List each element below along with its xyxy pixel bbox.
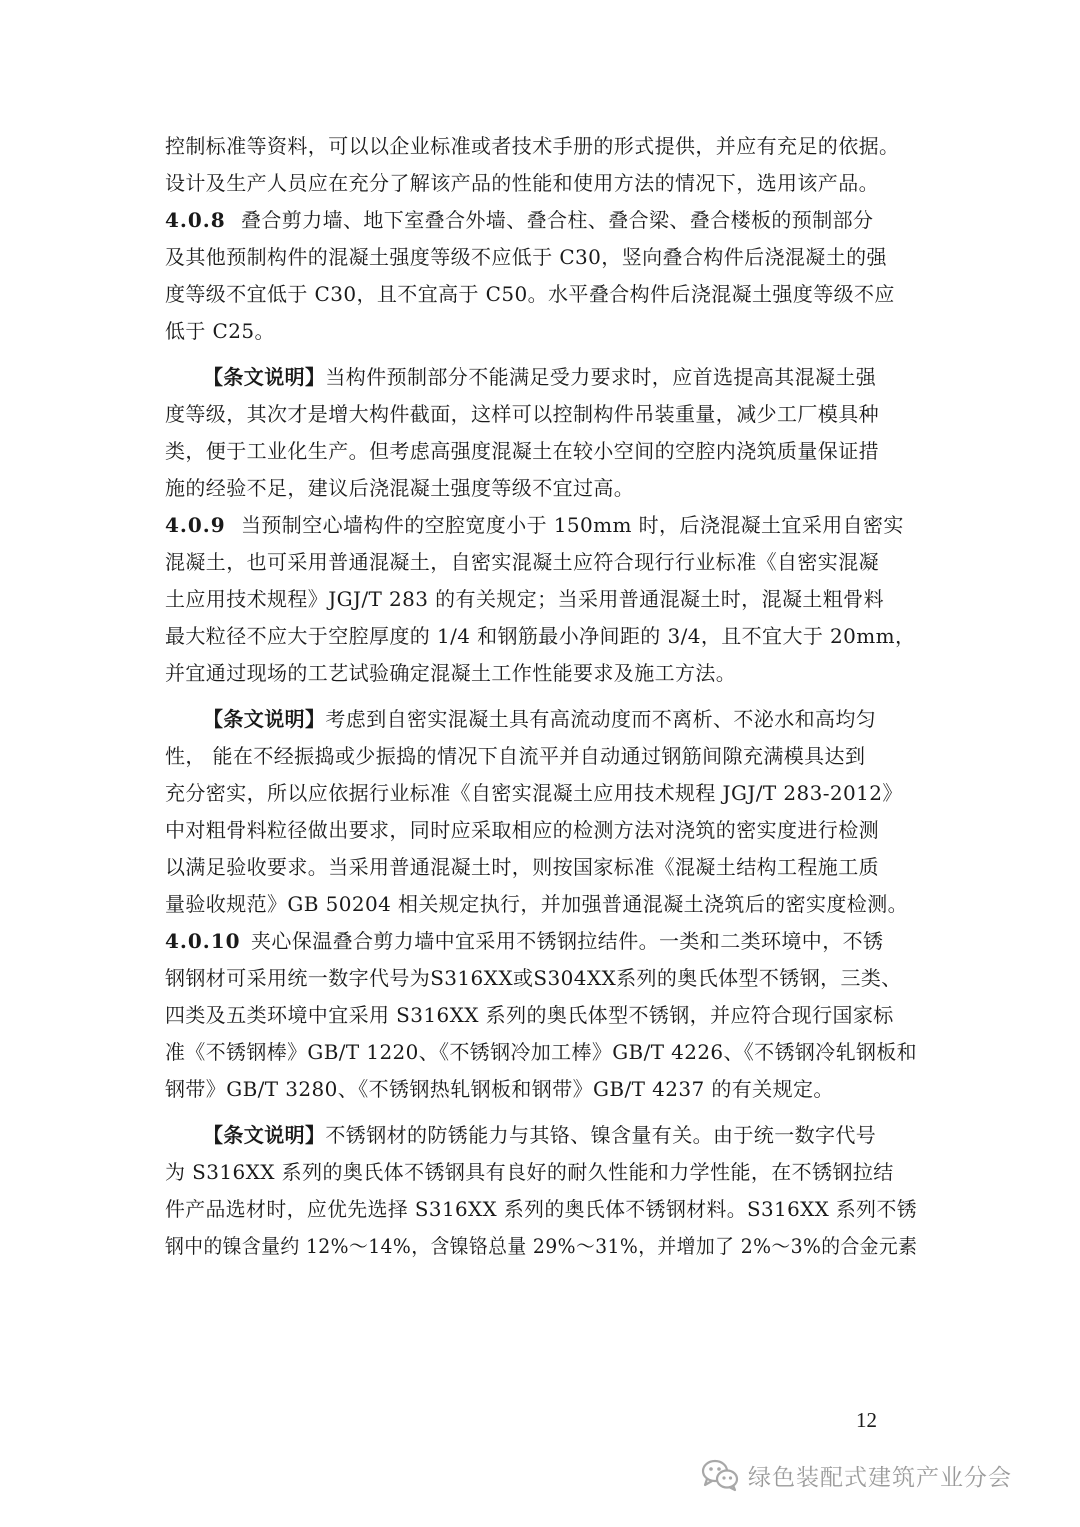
text-line: 最大粒径不应大于空腔厚度的 1/4 和钢筋最小净间距的 3/4，且不宜大于 20mm， (165, 624, 916, 648)
text-line: 四类及五类环境中宜采用 S316XX 系列的奥氏体型不锈钢，并应符合现行国家标 (165, 1003, 894, 1027)
text-line: 度等级不宜低于 C30，且不宜高于 C50。水平叠合构件后浇混凝土强度等级不应 (165, 282, 895, 306)
paragraph-gap (165, 350, 917, 359)
text-line: 及其他预制构件的混凝土强度等级不应低于 C30，竖向叠合构件后浇混凝土的强 (165, 245, 887, 269)
note-line (165, 1117, 917, 1154)
note-text: 考虑到自密实混凝土具有高流动度而不离析、不泌水和高均匀 (325, 707, 877, 731)
note-tag: 【条文说明】 (203, 365, 326, 389)
paragraph-gap (165, 1108, 917, 1117)
clause-number: 4.0.10 (165, 929, 241, 953)
text-line: 以满足验收要求。当采用普通混凝土时，则按国家标准《混凝土结构工程施工质 (165, 855, 879, 879)
text-line: 施的经验不足，建议后浇混凝土强度等级不宜过高。 (165, 476, 635, 500)
text-line: 设计及生产人员应在充分了解该产品的性能和使用方法的情况下，选用该产品。 (165, 171, 879, 195)
watermark (700, 1452, 1060, 1498)
text-line: 充分密实，所以应依据行业标准《自密实混凝土应用技术规程 JGJ/T 283-2012》 (165, 781, 903, 805)
note-tag: 【条文说明】 (203, 1123, 326, 1147)
text-line: 性， 能在不经振捣或少振捣的情况下自流平并自动通过钢筋间隙充满模具达到 (165, 744, 866, 768)
text-line: 钢钢材可采用统一数字代号为S316XX或S304XX系列的奥氏体型不锈钢，三类、 (165, 966, 902, 990)
clause-number: 4.0.8 (165, 208, 226, 232)
text-line: 准《不锈钢棒》GB/T 1220、《不锈钢冷加工棒》GB/T 4226、《不锈钢冷轧钢板和 (165, 1040, 917, 1064)
text-line: 土应用技术规程》JGJ/T 283 的有关规定；当采用普通混凝土时，混凝土粗骨料 (165, 587, 884, 611)
note-line (165, 701, 917, 738)
text-line: 并宜通过现场的工艺试验确定混凝土工作性能要求及施工方法。 (165, 661, 737, 685)
text-line: 度等级，其次才是增大构件截面，这样可以控制构件吊装重量，减少工厂模具种 (165, 402, 879, 426)
clause-text: 夹心保温叠合剪力墙中宜采用不锈钢拉结件。一类和二类环境中，不锈 (251, 929, 884, 953)
page-number: 12 (856, 1408, 877, 1432)
note-line (165, 359, 917, 396)
clause-number: 4.0.9 (165, 513, 226, 537)
clause-line (165, 507, 917, 544)
text-line: 中对粗骨料粒径做出要求，同时应采取相应的检测方法对浇筑的密实度进行检测 (165, 818, 879, 842)
text-line: 钢带》GB/T 3280、《不锈钢热轧钢板和钢带》GB/T 4237 的有关规定。 (165, 1077, 834, 1101)
watermark-text: 绿色装配式建筑产业分会 (748, 1464, 1012, 1491)
text-line: 量验收规范》GB 50204 相关规定执行，并加强普通混凝土浇筑后的密实度检测。 (165, 892, 909, 916)
clause-text: 叠合剪力墙、地下室叠合外墙、叠合柱、叠合梁、叠合楼板的预制部分 (241, 208, 874, 232)
clause-line (165, 202, 917, 239)
paragraph-gap (165, 692, 917, 701)
text-line: 件产品选材时，应优先选择 S316XX 系列的奥氏体不锈钢材料。S316XX 系列不锈 (165, 1197, 917, 1221)
note-tag: 【条文说明】 (203, 707, 326, 731)
text-line: 控制标准等资料，可以以企业标准或者技术手册的形式提供，并应有充足的依据。 (165, 134, 900, 158)
note-text: 不锈钢材的防锈能力与其铬、镍含量有关。由于统一数字代号 (325, 1123, 877, 1147)
clause-line (165, 923, 917, 960)
text-line: 为 S316XX 系列的奥氏体不锈钢具有良好的耐久性能和力学性能，在不锈钢拉结 (165, 1160, 894, 1184)
text-line: 低于 C25。 (165, 319, 275, 343)
text-line: 钢中的镍含量约 12%～14%，含镍铬总量 29%～31%，并增加了 2%～3%的合金元素 (165, 1234, 918, 1258)
wechat-icon (700, 1458, 740, 1492)
text-line: 类，便于工业化生产。但考虑高强度混凝土在较小空间的空腔内浇筑质量保证措 (165, 439, 879, 463)
body-text (165, 128, 917, 1265)
clause-text: 当预制空心墙构件的空腔宽度小于 150mm 时，后浇混凝土宜采用自密实 (241, 513, 904, 537)
text-line: 混凝土，也可采用普通混凝土，自密实混凝土应符合现行行业标准《自密实混凝 (165, 550, 879, 574)
note-text: 当构件预制部分不能满足受力要求时，应首选提高其混凝土强 (325, 365, 877, 389)
